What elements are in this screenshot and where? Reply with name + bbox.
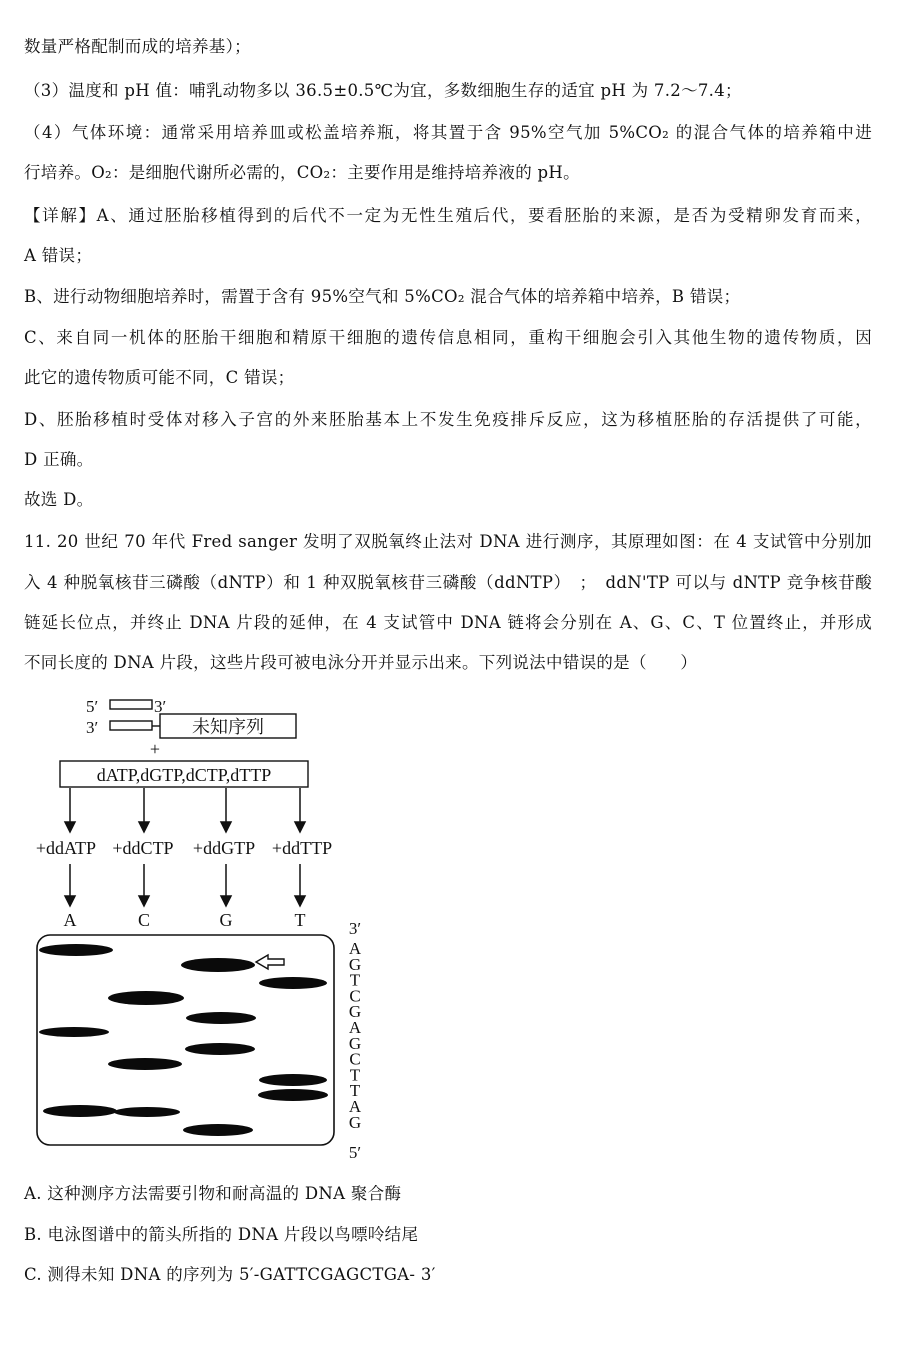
paragraph-line: 故选 D。 <box>24 490 94 509</box>
band-g <box>185 1043 255 1055</box>
band-g <box>181 958 255 972</box>
paragraph-line: 数量严格配制而成的培养基）； <box>24 37 251 56</box>
primer-3-label: 3′ <box>154 697 167 716</box>
paragraph-line: （4）气体环境：通常采用培养皿或松盖培养瓶，将其置于含 95%空气加 5%CO₂ 的混合气体的培养箱中进 <box>24 123 872 142</box>
sequence-letter: G <box>348 1112 362 1132</box>
band-a <box>39 1027 109 1037</box>
option-a: A. 这种测序方法需要引物和耐高温的 DNA 聚合酶 <box>24 1184 402 1203</box>
band-t <box>258 1089 328 1101</box>
sanger-sequencing-diagram <box>0 690 420 1170</box>
option-b: B. 电泳图谱中的箭头所指的 DNA 片段以鸟嘌呤结尾 <box>24 1225 419 1244</box>
unknown-sequence-label: 未知序列 <box>192 717 264 737</box>
sequence-letter: T <box>349 970 361 990</box>
sequence-letter: A <box>348 939 362 958</box>
paragraph-line: C、来自同一机体的胚胎干细胞和精原干细胞的遗传信息相同，重构干细胞会引入其他生物的遗传物质，因 <box>24 328 872 347</box>
option-c: C. 测得未知 DNA 的序列为 5′-GATTCGAGCTGA- 3′ <box>24 1265 436 1284</box>
band-c <box>108 1058 182 1070</box>
sequence-letter: A <box>348 1018 362 1037</box>
plus-sign: + <box>149 739 161 759</box>
band-a <box>39 944 113 956</box>
lane-label-c: C <box>137 910 151 930</box>
sequence-letter: G <box>348 1033 362 1053</box>
sequence-letter: T <box>349 1081 361 1101</box>
pointer-arrow-icon <box>256 955 284 969</box>
question-line: 11. 20 世纪 70 年代 Fred sanger 发明了双脱氧终止法对 DNA 进行测序，其原理如图：在 4 支试管中分别加 <box>24 532 872 551</box>
paragraph-line: 【详解】A、通过胚胎移植得到的后代不一定为无性生殖后代，要看胚胎的来源，是否为受精卵发育而来， <box>24 206 872 225</box>
template-strand-primer-region <box>110 721 152 730</box>
band-c <box>114 1107 180 1117</box>
band-t <box>259 977 327 989</box>
paragraph-line: D、胚胎移植时受体对移入子宫的外来胚胎基本上不发生免疫排斥反应，这为移植胚胎的存活提供了可能， <box>24 410 872 429</box>
lane-label-t: T <box>294 910 306 930</box>
question-line: 链延长位点，并终止 DNA 片段的延伸，在 4 支试管中 DNA 链将会分别在 A、G、C、T 位置终止，并形成 <box>24 613 872 632</box>
dd-label-g: +ddGTP <box>192 838 256 858</box>
band-g <box>183 1124 253 1136</box>
template-3-label: 3′ <box>86 718 99 737</box>
sequence-bottom-label: 5′ <box>348 1143 362 1162</box>
paragraph-line: 此它的遗传物质可能不同，C 错误； <box>24 368 295 387</box>
primer-strand <box>110 700 152 709</box>
band-c <box>108 991 184 1005</box>
dntp-label: dATP,dGTP,dCTP,dTTP <box>96 765 272 785</box>
sequence-letter: G <box>348 954 362 974</box>
sequence-top-label: 3′ <box>348 919 362 938</box>
dd-label-t: +ddTTP <box>271 838 333 858</box>
lane-label-g: G <box>219 910 233 930</box>
paragraph-line: D 正确。 <box>24 450 94 469</box>
primer-5-label: 5′ <box>86 697 99 716</box>
sequence-letter: T <box>349 1065 361 1085</box>
sequence-letter: C <box>349 986 361 1006</box>
paragraph-line: 行培养。O₂：是细胞代谢所必需的，CO₂：主要作用是维持培养液的 pH。 <box>24 163 580 182</box>
sequence-letter: G <box>348 1002 362 1022</box>
question-line: 不同长度的 DNA 片段，这些片段可被电泳分开并显示出来。下列说法中错误的是（ ） <box>24 653 698 672</box>
sequence-letters <box>349 939 362 1132</box>
sequence-letter: A <box>348 1097 362 1116</box>
paragraph-line: A 错误； <box>24 246 93 265</box>
question-line: 入 4 种脱氧核苷三磷酸（dNTP）和 1 种双脱氧核苷三磷酸（ddNTP） ； ddN'TP 可以与 dNTP 竞争核苷酸 <box>24 573 872 592</box>
sequence-letter: C <box>349 1049 361 1069</box>
dd-label-a: +ddATP <box>35 838 97 858</box>
dd-label-c: +ddCTP <box>112 838 174 858</box>
paragraph-line: B、进行动物细胞培养时，需置于含有 95%空气和 5%CO₂ 混合气体的培养箱中培养，B 错误； <box>24 287 741 306</box>
lane-label-a: A <box>63 910 77 930</box>
band-g <box>186 1012 256 1024</box>
band-a <box>43 1105 117 1117</box>
paragraph-line: （3）温度和 pH 值：哺乳动物多以 36.5±0.5℃为宜，多数细胞生存的适宜 pH 为 7.2～7.4； <box>24 81 742 100</box>
band-t <box>259 1074 327 1086</box>
